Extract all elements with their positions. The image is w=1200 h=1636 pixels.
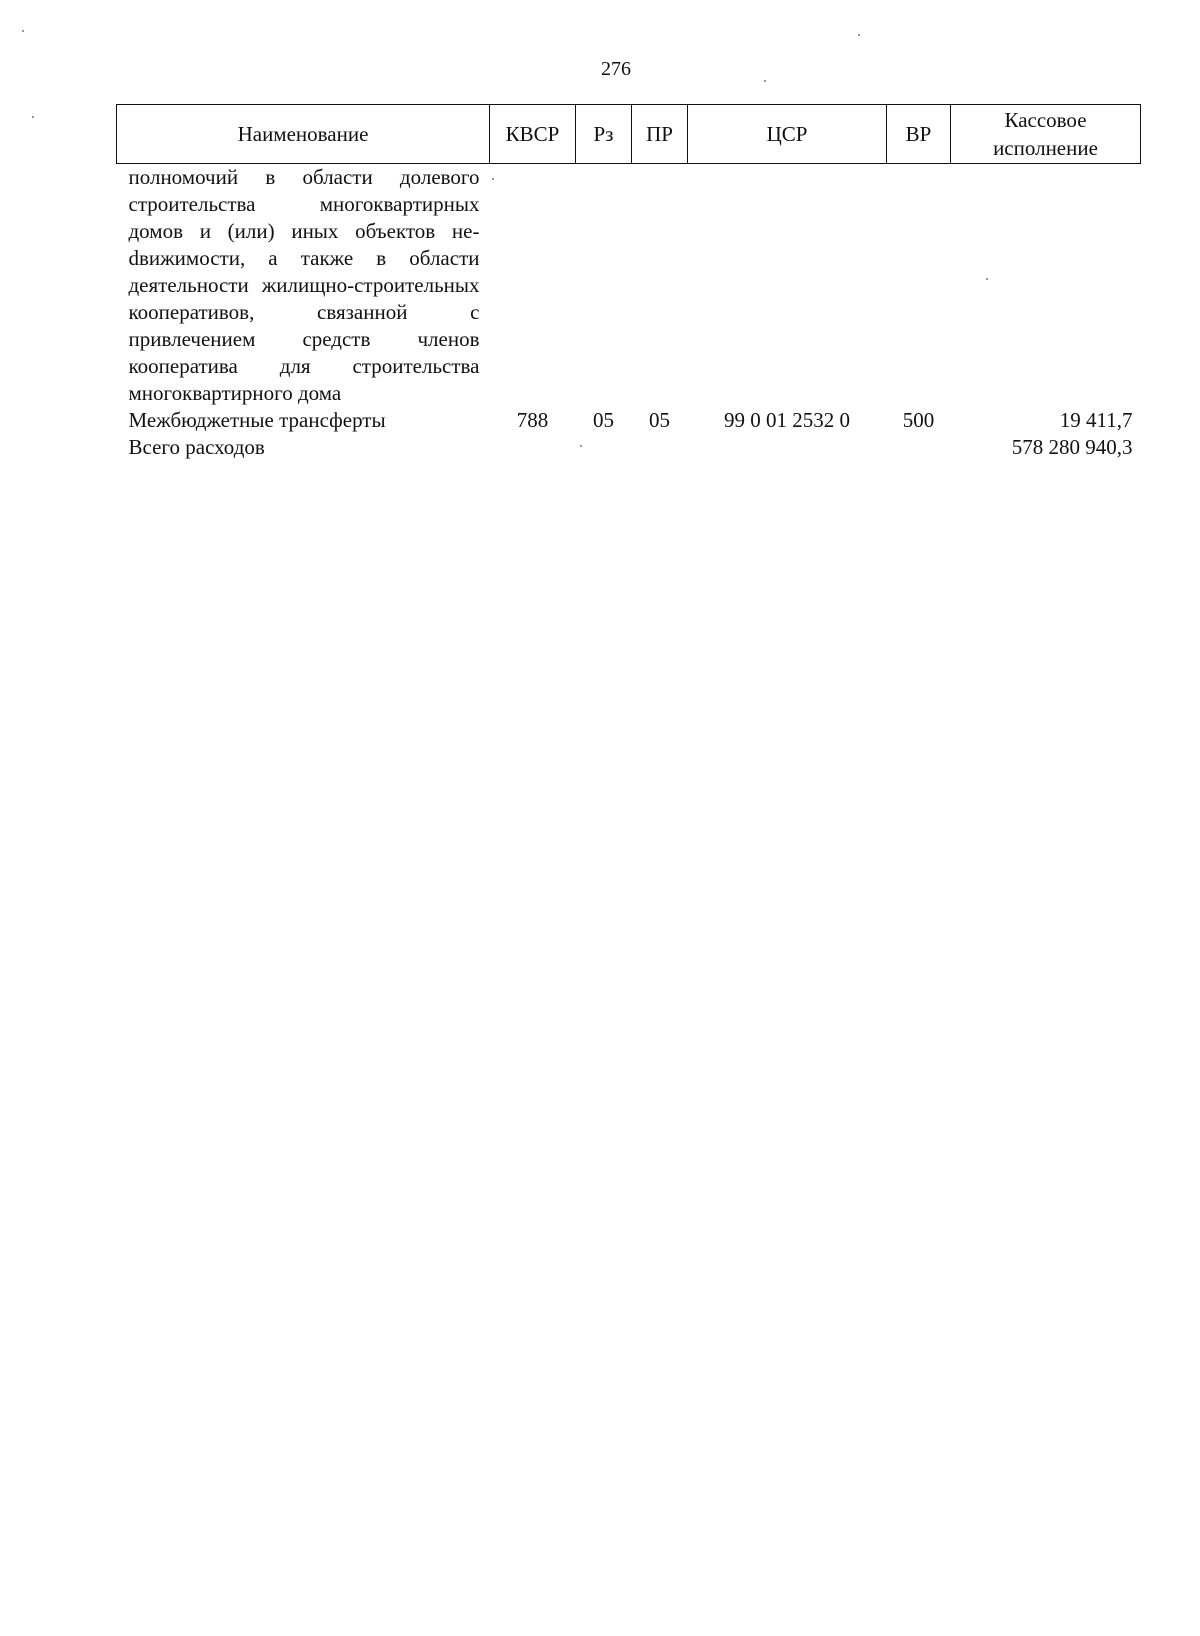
row-name: Межбюджетные трансферты	[128, 408, 386, 432]
header-pr: ПР	[632, 105, 688, 164]
row-amount: 19 411,7	[1059, 408, 1133, 432]
header-cash-execution	[951, 105, 1141, 164]
row-rz: 05	[593, 408, 614, 432]
header-row	[117, 105, 1141, 164]
header-cash-execution-line1: Кассовое	[1004, 108, 1087, 132]
total-row	[117, 434, 1141, 461]
scan-speck	[32, 116, 34, 118]
table-row	[117, 407, 1141, 434]
row-kvsr: 788	[516, 408, 549, 432]
budget-execution-table	[116, 104, 1141, 461]
continuation-description: полномочий в области долевого строительства многоквартирных домов и (или) иных объектов неdвижимости, а также в области деятельности жилищно-строительных кооперативов, связанной с привлечением средств членов кооператива для строительства многоквартирного дома	[128, 165, 480, 405]
scan-speck	[22, 30, 24, 32]
scan-speck	[580, 445, 582, 447]
scan-speck	[858, 34, 860, 36]
scan-speck	[492, 178, 494, 180]
scan-speck	[986, 278, 988, 280]
table-header	[117, 105, 1141, 164]
total-amount: 578 280 940,3	[1011, 435, 1133, 459]
total-label: Всего расходов	[128, 435, 265, 459]
header-rz: Рз	[576, 105, 632, 164]
continuation-row	[117, 164, 1141, 408]
scan-speck	[764, 80, 766, 82]
row-pr: 05	[649, 408, 670, 432]
header-kvsr: КВСР	[490, 105, 576, 164]
header-csr: ЦСР	[688, 105, 887, 164]
header-name: Наименование	[117, 105, 490, 164]
row-csr: 99 0 01 2532 0	[724, 408, 850, 432]
row-vr: 500	[902, 408, 935, 432]
header-vr: ВР	[887, 105, 951, 164]
table-body	[117, 164, 1141, 462]
page-number: 276	[601, 58, 631, 80]
header-cash-execution-line2: исполнение	[993, 136, 1098, 160]
